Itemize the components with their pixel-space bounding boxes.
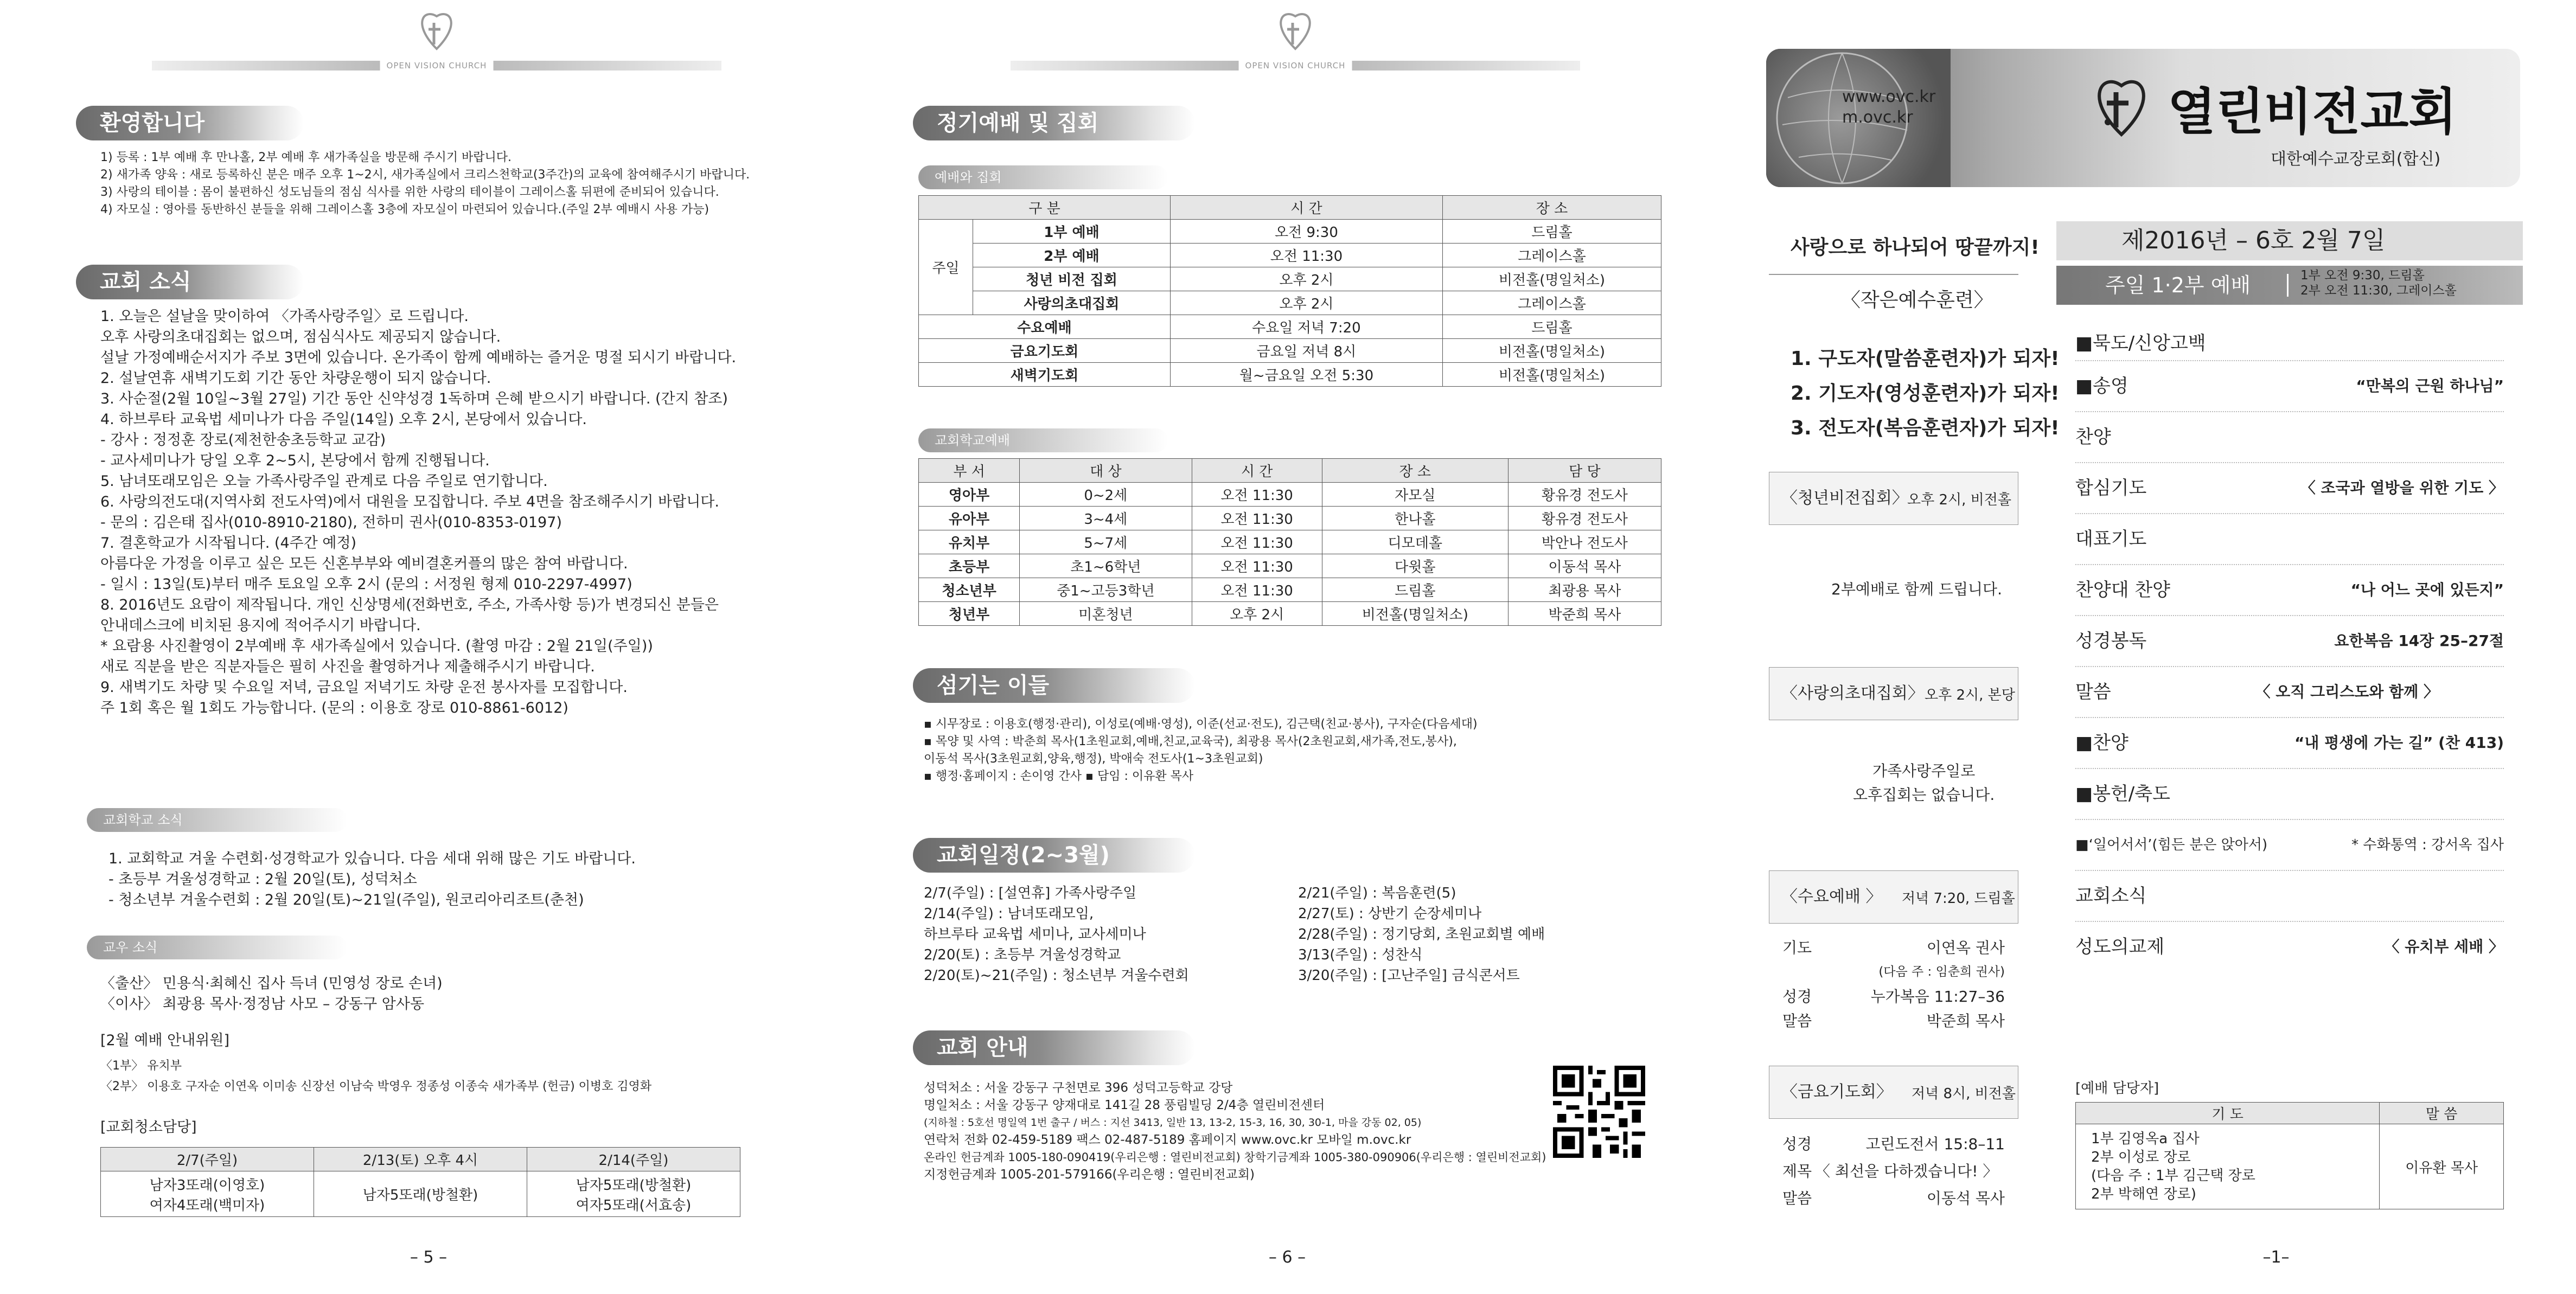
school-dept: 청소년부 xyxy=(919,578,1020,602)
fri-label: 성경 xyxy=(1782,1135,1812,1153)
school-time: 오전 11:30 xyxy=(1192,483,1322,507)
church-name-en: OPEN VISION CHURCH xyxy=(380,61,494,71)
training-item: 2. 기도자(영성훈련자)가 되자! xyxy=(1791,382,2060,405)
wed-time: 저녁 7:20, 드림홀 xyxy=(1902,891,2015,907)
schedule-right xyxy=(1298,883,1545,986)
worship-col-header: 시 간 xyxy=(1170,196,1442,220)
school-col-header: 장 소 xyxy=(1322,459,1508,483)
church-logo-icon xyxy=(2086,76,2157,141)
worship-table xyxy=(918,195,1661,387)
school-dept: 유치부 xyxy=(919,530,1020,554)
duty-heading: [예배 담당자] xyxy=(2075,1080,2159,1097)
servants-heading: 섬기는 이들 xyxy=(913,668,1195,703)
info-item: 성덕처소 : 서울 강동구 구천면로 396 성덕고등학교 강당 xyxy=(924,1081,1233,1095)
servants-list xyxy=(924,716,1478,785)
schedule-item: 3/20(주일) : [고난주일] 금식콘서트 xyxy=(1298,968,1520,984)
order-label: ■봉헌/축도 xyxy=(2075,783,2170,805)
wed-label: 기도 xyxy=(1782,939,1812,957)
worship-heading: 정기예배 및 집회 xyxy=(913,106,1195,140)
school-news-heading: 교회학교 소식 xyxy=(87,808,347,832)
page-1-cover xyxy=(1717,0,2576,1294)
news-item: - 일시 : 13일(토)부터 매주 토요일 오후 2시 (문의 : 서정원 형제 010-2297-4997) xyxy=(100,576,632,593)
school-news-item: - 청소년부 겨울수련회 : 2월 20일(토)~21일(주일), 원코리아리조트(춘천) xyxy=(108,892,584,908)
denomination: 대한예수교장로회(합신) xyxy=(2271,150,2441,169)
worship-place: 그레이스홀 xyxy=(1442,291,1661,315)
cleaning-col-header: 2/14(주일) xyxy=(527,1148,740,1171)
order-value: “나 어느 곳에 있든지” xyxy=(2350,581,2504,599)
worship-name: 금요기도회 xyxy=(919,339,1171,363)
school-leader: 박안나 전도사 xyxy=(1508,530,1661,554)
table-row xyxy=(919,483,1661,507)
training-item: 1. 구도자(말씀훈련자)가 되자! xyxy=(1791,348,2060,370)
committee-heading: [2월 예배 안내위원] xyxy=(100,1032,229,1049)
news-item: - 강사 : 정정훈 장로(제천한송초등학교 교감) xyxy=(100,432,386,449)
wed-value: 누가복음 11:27–36 xyxy=(1870,988,2005,1005)
divider xyxy=(1769,274,2018,275)
school-place: 자모실 xyxy=(1322,483,1508,507)
news-item: 새로 직분을 받은 직분자들은 필히 사진을 촬영하거나 제출해주시기 바랍니다. xyxy=(100,658,595,675)
school-leader: 이동석 목사 xyxy=(1508,554,1661,578)
order-item xyxy=(2075,820,2504,871)
duty-prayer-line: 1부 김영옥a 집사 xyxy=(2091,1131,2200,1147)
invite-heading: 〈사랑의초대집회〉 xyxy=(1781,684,1924,703)
worship-time: 오전 9:30 xyxy=(1170,220,1442,244)
school-place: 디모데홀 xyxy=(1322,530,1508,554)
duty-col-header: 말 씀 xyxy=(2380,1103,2504,1124)
youth-time: 오후 2시, 비전홀 xyxy=(1907,492,2012,508)
school-worship-subheading: 교회학교예배 xyxy=(918,428,1168,452)
order-label: 교회소식 xyxy=(2075,885,2147,907)
fri-time: 저녁 8시, 비전홀 xyxy=(1912,1086,2016,1102)
school-leader: 최광용 목사 xyxy=(1508,578,1661,602)
news-item: 주 1회 혹은 월 1회도 가능합니다. (문의 : 이용호 장로 010-8861-6012) xyxy=(100,700,568,716)
wed-label: 말씀 xyxy=(1782,1012,1812,1030)
motto: 사랑으로 하나되어 땅끝까지! xyxy=(1791,236,2040,259)
worship-place: 비전홀(명일처소) xyxy=(1442,363,1661,387)
order-label: ■‘일어서서’(힘든 분은 앉아서) xyxy=(2075,837,2268,853)
cleaning-cell: 남자5또래(방철환) 여자5또래(서효송) xyxy=(527,1171,740,1217)
fri-value: 고린도전서 15:8–11 xyxy=(1865,1135,2005,1153)
news-list xyxy=(100,306,736,719)
table-row xyxy=(919,507,1661,530)
order-item xyxy=(2075,412,2504,463)
news-item: 3. 사순절(2월 10일~3월 27일) 기간 동안 신약성경 1독하며 은혜 받으시기 바랍니다. (간지 참조) xyxy=(100,390,728,407)
order-label: ■송영 xyxy=(2075,375,2128,397)
cleaning-table xyxy=(100,1147,740,1217)
worship-time: 오전 11:30 xyxy=(1170,244,1442,267)
info-item: 지정헌금계좌 1005-201-579166(우리은행 : 열린비전교회) xyxy=(924,1168,1255,1182)
worship-place: 비전홀(명일처소) xyxy=(1442,339,1661,363)
church-logo-icon xyxy=(1271,11,1320,54)
mobile-url[interactable]: m.ovc.kr xyxy=(1842,108,1913,127)
school-place: 비전홀(명일처소) xyxy=(1322,602,1508,626)
school-time: 오전 11:30 xyxy=(1192,578,1322,602)
news-item: * 요람용 사진촬영이 2부예배 후 새가족실에서 있습니다. (촬영 마감 : 2월 21일(주일)) xyxy=(100,638,653,655)
school-col-header: 담 당 xyxy=(1508,459,1661,483)
cleaning-col-header: 2/7(주일) xyxy=(101,1148,314,1171)
school-leader: 황유경 전도사 xyxy=(1508,507,1661,530)
order-value: 〈 조국과 열방을 위한 기도 〉 xyxy=(2300,479,2504,497)
servants-item: ▪ 시무장로 : 이용호(행정·관리), 이성로(예배·영성), 이준(선교·전도), 김근택(친교·봉사), 구자순(다음세대) xyxy=(924,718,1478,731)
order-item xyxy=(2075,463,2504,514)
schedule-item: 2/21(주일) : 복음훈련(5) xyxy=(1298,885,1456,901)
order-item xyxy=(2075,922,2504,972)
service-times xyxy=(2300,268,2457,298)
worship-place: 드림홀 xyxy=(1442,220,1661,244)
order-label: 합심기도 xyxy=(2075,477,2147,499)
order-label: 찬양대 찬양 xyxy=(2075,579,2171,601)
school-target: 초1~6학년 xyxy=(1020,554,1192,578)
worship-name: 사랑의초대집회 xyxy=(973,291,1171,315)
committee-item: 〈2부〉 이용호 구자순 이연옥 이미송 신장선 이남숙 박영우 정종성 이종숙 새가족부 (헌금) 이병호 김영화 xyxy=(100,1080,652,1093)
order-label: 말씀 xyxy=(2075,681,2111,703)
school-place: 드림홀 xyxy=(1322,578,1508,602)
order-label: ■찬양 xyxy=(2075,732,2128,754)
fri-value: 이동석 목사 xyxy=(1926,1189,2005,1207)
news-item: 9. 새벽기도 차량 및 수요일 저녁, 금요일 저녁기도 차량 운전 봉사자를 모집합니다. xyxy=(100,679,628,696)
page-6 xyxy=(859,0,1717,1294)
staff-news-list xyxy=(100,973,443,1015)
school-target: 3~4세 xyxy=(1020,507,1192,530)
page-number: – 6 – xyxy=(1268,1248,1306,1267)
school-dept: 유아부 xyxy=(919,507,1020,530)
website-block xyxy=(1842,87,1935,128)
cleaning-col-header: 2/13(토) 오후 4시 xyxy=(314,1148,527,1171)
school-time: 오전 11:30 xyxy=(1192,507,1322,530)
fri-label: 제목 xyxy=(1782,1162,1812,1180)
school-place: 한나홀 xyxy=(1322,507,1508,530)
info-item: 온라인 헌금계좌 1005-180-090419(우리은행 : 열린비전교회) 창학기금계좌 1005-380-090906(우리은행 : 열린비전교회) xyxy=(924,1151,1546,1164)
school-dept: 초등부 xyxy=(919,554,1020,578)
schedule-item: 하브루타 교육법 세미나, 교사세미나 xyxy=(924,926,1146,943)
duty-prayer-line: (다음 주 : 1부 김근택 장로 xyxy=(2091,1168,2255,1184)
fri-label: 말씀 xyxy=(1782,1189,1812,1207)
school-target: 5~7세 xyxy=(1020,530,1192,554)
wed-value: 박준희 목사 xyxy=(1926,1012,2005,1030)
school-col-header: 부 서 xyxy=(919,459,1020,483)
order-item xyxy=(2075,667,2504,718)
school-worship-table xyxy=(918,458,1661,626)
service-title: 주일 1·2부 예배 xyxy=(2105,273,2251,297)
news-item: - 교사세미나가 당일 오후 2~5시, 본당에서 함께 진행됩니다. xyxy=(100,452,490,469)
welcome-item: 4) 자모실 : 영아를 동반하신 분들을 위해 그레이스홀 3층에 자모실이 마련되어 있습니다.(주일 2부 예배시 사용 가능) xyxy=(100,203,709,216)
worship-col-header: 구 분 xyxy=(919,196,1171,220)
youth-heading: 〈청년비전집회〉 xyxy=(1781,489,1908,508)
school-news-list xyxy=(108,849,636,911)
news-item: 7. 결혼학교가 시작됩니다. (4주간 예정) xyxy=(100,535,357,552)
worship-name: 1부 예배 xyxy=(973,220,1171,244)
news-item: - 문의 : 김은태 집사(010-8910-2180), 전하미 권사(010-8353-0197) xyxy=(100,514,562,531)
order-value: 요한복음 14장 25–27절 xyxy=(2334,632,2504,650)
training-item: 3. 전도자(복음훈련자)가 되자! xyxy=(1791,417,2060,439)
worship-place: 그레이스홀 xyxy=(1442,244,1661,267)
fri-value: 〈 최선을 다하겠습니다! 〉 xyxy=(1815,1162,1998,1180)
order-item xyxy=(2075,565,2504,616)
worship-time: 오후 2시 xyxy=(1170,291,1442,315)
duty-col-header: 기 도 xyxy=(2076,1103,2380,1124)
cleaning-cell: 남자3또래(이영호) 여자4또래(백미자) xyxy=(101,1171,314,1217)
school-target: 0~2세 xyxy=(1020,483,1192,507)
worship-place: 드림홀 xyxy=(1442,315,1661,339)
order-value: 〈 오직 그리스도와 함께 〉 xyxy=(2255,683,2439,701)
schedule-left xyxy=(924,883,1189,986)
order-value: “만복의 근원 하나님” xyxy=(2356,377,2504,395)
page-5 xyxy=(0,0,859,1294)
welcome-item: 2) 새가족 양육 : 새로 등록하신 분은 매주 오후 1~2시, 새가족실에서 크리스천학교(3주간)의 교육에 참여해주시기 바랍니다. xyxy=(100,168,750,182)
fri-heading: 〈금요기도회〉 xyxy=(1781,1082,1893,1101)
committee-item: 〈1부〉 유치부 xyxy=(100,1059,182,1073)
school-col-header: 대 상 xyxy=(1020,459,1192,483)
school-leader: 황유경 전도사 xyxy=(1508,483,1661,507)
news-item: 안내데스크에 비치된 용지에 적어주시기 바랍니다. xyxy=(100,617,421,634)
invite-time: 오후 2시, 본당 xyxy=(1925,687,2015,703)
school-target: 미혼청년 xyxy=(1020,602,1192,626)
news-item: 아름다운 가정을 이루고 싶은 모든 신혼부부와 예비결혼커플의 많은 참여 바랍니다. xyxy=(100,555,628,572)
order-label: 찬양 xyxy=(2075,426,2111,448)
school-dept: 청년부 xyxy=(919,602,1020,626)
service-time: 1부 오전 9:30, 드림홀 xyxy=(2300,268,2425,283)
worship-place: 비전홀(명일처소) xyxy=(1442,267,1661,291)
info-heading: 교회 안내 xyxy=(913,1030,1195,1065)
service-time: 2부 오전 11:30, 그레이스홀 xyxy=(2300,284,2457,298)
table-row xyxy=(919,530,1661,554)
welcome-item: 3) 사랑의 테이블 : 몸이 불편하신 성도님들의 점심 식사를 위한 사랑의 테이블이 그레이스홀 뒤편에 준비되어 있습니다. xyxy=(100,185,719,199)
order-label: 대표기도 xyxy=(2075,528,2147,550)
duty-table xyxy=(2075,1102,2504,1209)
table-row xyxy=(919,578,1661,602)
school-target: 중1~고등3학년 xyxy=(1020,578,1192,602)
worship-name: 청년 비전 집회 xyxy=(973,267,1171,291)
church-name: 열린비전교회 xyxy=(2168,83,2457,141)
staff-news-item: 〈출산〉 민용식·최혜신 집사 득녀 (민영성 장로 손녀) xyxy=(100,975,443,992)
table-row xyxy=(919,554,1661,578)
info-list xyxy=(924,1079,1546,1183)
news-item: 5. 남녀또래모임은 오늘 가족사랑주일 관계로 다음 주일로 연기합니다. xyxy=(100,473,548,490)
cover-header xyxy=(1766,49,2520,187)
schedule-item: 2/27(토) : 상반기 순장세미나 xyxy=(1298,906,1482,922)
staff-news-item: 〈이사〉 최광용 목사·정정남 사모 – 강동구 암사동 xyxy=(100,996,425,1013)
school-col-header: 시 간 xyxy=(1192,459,1322,483)
worship-time: 금요일 저녁 8시 xyxy=(1170,339,1442,363)
servants-item: ▪ 목양 및 사역 : 박춘희 목사(1초원교회,예배,친교,교육국), 최광용 목사(2초원교회,새가족,전도,봉사), xyxy=(924,735,1457,748)
worship-name: 수요예배 xyxy=(919,315,1171,339)
order-item xyxy=(2075,616,2504,667)
order-item xyxy=(2075,871,2504,922)
website-url[interactable]: www.ovc.kr xyxy=(1842,87,1936,106)
order-value: * 수화통역 : 강서옥 집사 xyxy=(2351,837,2504,853)
schedule-item: 2/7(주일) : [설연휴] 가족사랑주일 xyxy=(924,885,1137,901)
school-time: 오전 11:30 xyxy=(1192,530,1322,554)
order-value: 〈 유치부 세배 〉 xyxy=(2384,938,2504,956)
qr-code-icon xyxy=(1553,1066,1645,1158)
worship-subheading: 예배와 집회 xyxy=(918,165,1168,189)
news-item: 2. 설날연휴 새벽기도회 기간 동안 차량운행이 되지 않습니다. xyxy=(100,370,491,387)
worship-group-label: 주일 xyxy=(919,220,973,315)
school-news-item: - 초등부 겨울성경학교 : 2월 20일(토), 성덕처소 xyxy=(108,871,417,888)
info-item: 연락처 전화 02-459-5189 팩스 02-487-5189 홈페이지 www.ovc.kr 모바일 m.ovc.kr xyxy=(924,1133,1411,1147)
news-item: 설날 가정예배순서지가 주보 3면에 있습니다. 온가족이 함께 예배하는 즐거운 명절 되시기 바랍니다. xyxy=(100,349,737,366)
duty-sermon: 이유환 목사 xyxy=(2380,1124,2504,1209)
news-item: 6. 사랑의전도대(지역사회 전도사역)에서 대원을 모집합니다. 주보 4면을 참조해주시기 바랍니다. xyxy=(100,494,719,510)
news-item: 1. 오늘은 설날을 맞이하여 〈가족사랑주일〉로 드립니다. xyxy=(100,308,469,325)
news-item: 4. 하브루타 교육법 세미나가 다음 주일(14일) 오후 2시, 본당에서 있습니다. xyxy=(100,411,587,428)
order-item xyxy=(2075,769,2504,820)
cleaning-cell: 남자5또래(방철환) xyxy=(314,1171,527,1217)
school-time: 오전 11:30 xyxy=(1192,554,1322,578)
welcome-item: 1) 등록 : 1부 예배 후 만나홀, 2부 예배 후 새가족실을 방문해 주시기 바랍니다. xyxy=(100,151,512,164)
schedule-item: 2/14(주일) : 남녀또래모임, xyxy=(924,906,1094,922)
school-leader: 박준희 목사 xyxy=(1508,602,1661,626)
youth-note: 2부예배로 함께 드립니다. xyxy=(1831,580,2002,598)
worship-col-header: 장 소 xyxy=(1442,196,1661,220)
wed-label: 성경 xyxy=(1782,988,1812,1005)
divider xyxy=(2287,274,2289,297)
news-item: 오후 사랑의초대집회는 없으며, 점심식사도 제공되지 않습니다. xyxy=(100,329,501,345)
staff-news-heading: 교우 소식 xyxy=(87,936,347,959)
order-label: ■묵도/신앙고백 xyxy=(2075,332,2206,354)
info-item: (지하철 : 5호선 명일역 1번 출구 / 버스 : 지선 3413, 일반 13, 13-2, 15-3, 16, 30, 30-1, 마을 강동 02, 05) xyxy=(924,1117,1422,1129)
masthead xyxy=(1011,11,1580,71)
schedule-item: 2/20(토) : 초등부 겨울성경학교 xyxy=(924,947,1121,963)
order-item xyxy=(2075,718,2504,769)
worship-time: 오후 2시 xyxy=(1170,267,1442,291)
worship-name: 새벽기도회 xyxy=(919,363,1171,387)
wed-value: (다음 주 : 임춘희 권사) xyxy=(1878,965,2005,979)
order-of-worship xyxy=(2075,326,2504,972)
servants-item: ▪ 행정·홈페이지 : 손이영 간사 ▪ 담임 : 이유환 목사 xyxy=(924,770,1194,783)
page-number: –1– xyxy=(2262,1248,2290,1267)
masthead xyxy=(152,11,721,71)
table-row xyxy=(919,602,1661,626)
wed-list xyxy=(1782,936,2005,1033)
school-place: 다윗홀 xyxy=(1322,554,1508,578)
invite-note-line: 가족사랑주일로 xyxy=(1872,762,1976,780)
committee-list xyxy=(100,1058,651,1096)
invite-note xyxy=(1853,759,1995,807)
worship-time: 수요일 저녁 7:20 xyxy=(1170,315,1442,339)
duty-prayer-line: 2부 이성로 장로 xyxy=(2091,1149,2191,1165)
order-item xyxy=(2075,326,2504,361)
order-item xyxy=(2075,514,2504,565)
training-heading: 〈작은예수훈련〉 xyxy=(1841,289,1993,311)
fri-list xyxy=(1782,1131,2005,1212)
page-number: – 5 – xyxy=(410,1248,448,1267)
duty-prayer xyxy=(2076,1124,2380,1209)
order-label: 성경봉독 xyxy=(2075,630,2147,652)
servants-item: 이동석 목사(3초원교회,양육,행정), 박애숙 전도사(1~3초원교회) xyxy=(924,752,1263,766)
school-dept: 영아부 xyxy=(919,483,1020,507)
duty-prayer-line: 2부 박해연 장로) xyxy=(2091,1186,2196,1202)
church-logo-icon xyxy=(412,11,461,54)
wed-value: 이연옥 권사 xyxy=(1926,939,2005,957)
school-time: 오후 2시 xyxy=(1192,602,1322,626)
news-item: 8. 2016년도 요람이 제작됩니다. 개인 신상명세(전화번호, 주소, 가족사항 등)가 변경되신 분들은 xyxy=(100,597,719,613)
wed-heading: 〈수요예배 〉 xyxy=(1781,887,1882,906)
cleaning-heading: [교회청소담당] xyxy=(100,1119,197,1136)
welcome-heading: 환영합니다 xyxy=(76,106,304,140)
schedule-heading: 교회일정(2~3월) xyxy=(913,838,1195,873)
invite-note-line: 오후집회는 없습니다. xyxy=(1853,786,1995,804)
news-heading: 교회 소식 xyxy=(76,265,304,299)
training-list xyxy=(1791,342,2060,446)
info-item: 명일처소 : 서울 강동구 양재대로 141길 28 풍림빌딩 2/4층 열린비전센터 xyxy=(924,1098,1325,1112)
schedule-item: 2/28(주일) : 정기당회, 초원교회별 예배 xyxy=(1298,926,1545,943)
church-name-en: OPEN VISION CHURCH xyxy=(1239,61,1352,71)
issue-label: 제2016년 – 6호 2월 7일 xyxy=(2121,227,2386,254)
worship-name: 2부 예배 xyxy=(973,244,1171,267)
welcome-list xyxy=(100,149,750,219)
order-item xyxy=(2075,361,2504,412)
schedule-item: 2/20(토)~21(주일) : 청소년부 겨울수련회 xyxy=(924,968,1189,984)
order-label: 성도의교제 xyxy=(2075,936,2165,958)
schedule-item: 3/13(주일) : 성찬식 xyxy=(1298,947,1423,963)
school-news-item: 1. 교회학교 겨울 수련회·성경학교가 있습니다. 다음 세대 위해 많은 기도 바랍니다. xyxy=(108,850,636,867)
order-value: “내 평생에 가는 길” (찬 413) xyxy=(2294,734,2504,752)
worship-time: 월~금요일 오전 5:30 xyxy=(1170,363,1442,387)
